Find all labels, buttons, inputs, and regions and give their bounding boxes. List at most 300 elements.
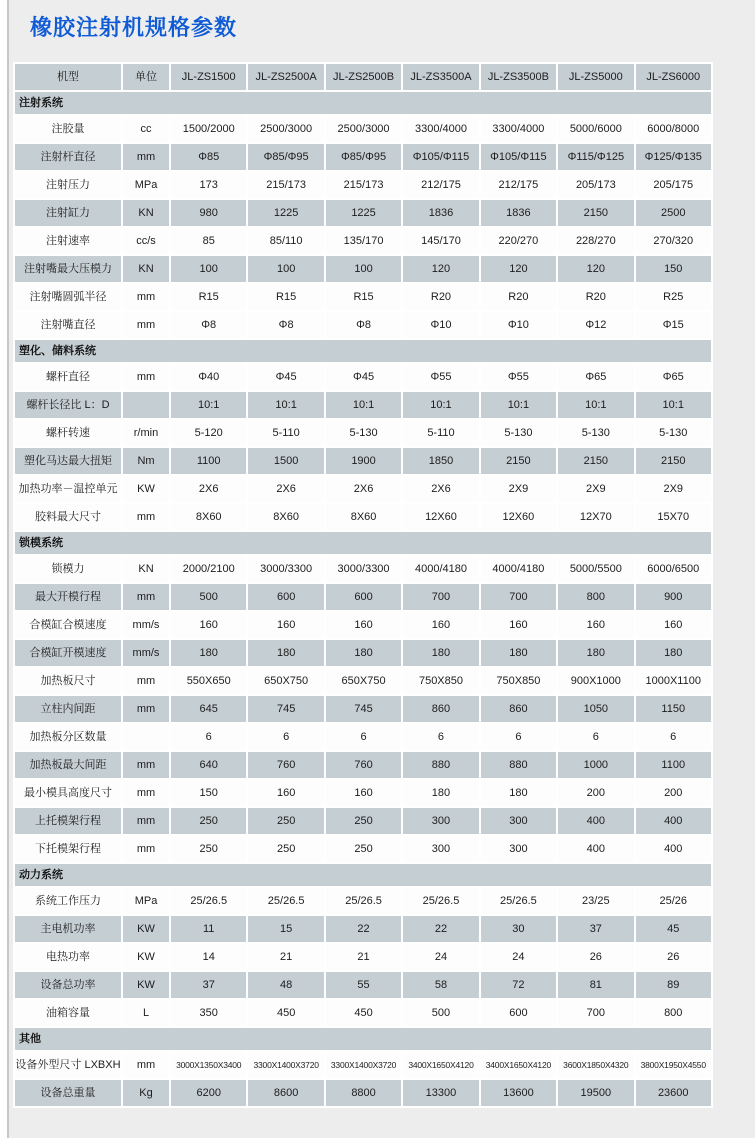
spec-value-cell: 120 (481, 256, 556, 282)
spec-value-cell: 6 (636, 724, 711, 750)
spec-value-cell: 25/26 (636, 888, 711, 914)
spec-value-cell: 160 (403, 612, 478, 638)
spec-value-cell: 400 (636, 836, 711, 862)
spec-value-cell: 212/175 (481, 172, 556, 198)
row-unit: Kg (123, 1080, 169, 1106)
spec-value-cell: 180 (558, 640, 633, 666)
spec-value-cell: 500 (171, 584, 246, 610)
spec-value-cell: 1225 (248, 200, 323, 226)
spec-value-cell: 25/26.5 (171, 888, 246, 914)
spec-value-cell: R25 (636, 284, 711, 310)
table-row (15, 780, 711, 806)
spec-value-cell: 10:1 (636, 392, 711, 418)
spec-value-cell: 100 (248, 256, 323, 282)
row-unit: KW (123, 476, 169, 502)
row-label: 最大开模行程 (15, 584, 121, 610)
model-column-header: JL-ZS5000 (558, 64, 633, 90)
spec-value-cell: 173 (171, 172, 246, 198)
spec-value-cell: R15 (171, 284, 246, 310)
spec-value-cell: 1100 (171, 448, 246, 474)
spec-value-cell: 21 (326, 944, 401, 970)
row-label: 设备总功率 (15, 972, 121, 998)
spec-value-cell: 2X6 (403, 476, 478, 502)
spec-value-cell: 180 (481, 640, 556, 666)
spec-value-cell: 1836 (403, 200, 478, 226)
row-unit: KW (123, 916, 169, 942)
spec-value-cell: Φ10 (403, 312, 478, 338)
table-row (15, 836, 711, 862)
spec-value-cell: 12X60 (481, 504, 556, 530)
spec-value-cell: 8X60 (248, 504, 323, 530)
row-unit (123, 392, 169, 418)
spec-value-cell: 750X850 (403, 668, 478, 694)
model-column-header: JL-ZS6000 (636, 64, 711, 90)
row-unit: r/min (123, 420, 169, 446)
spec-value-cell: R20 (481, 284, 556, 310)
spec-value-cell: 1836 (481, 200, 556, 226)
row-unit: L (123, 1000, 169, 1026)
spec-value-cell: 85/110 (248, 228, 323, 254)
spec-value-cell: 5000/6000 (558, 116, 633, 142)
spec-value-cell: 135/170 (326, 228, 401, 254)
spec-value-cell: 180 (171, 640, 246, 666)
spec-value-cell: 6000/8000 (636, 116, 711, 142)
spec-value-cell: 72 (481, 972, 556, 998)
spec-value-cell: 220/270 (481, 228, 556, 254)
spec-value-cell: Φ65 (558, 364, 633, 390)
spec-value-cell: 1000 (558, 752, 633, 778)
table-row (15, 392, 711, 418)
spec-value-cell: 8600 (248, 1080, 323, 1106)
spec-value-cell: 6 (403, 724, 478, 750)
row-label: 胶料最大尺寸 (15, 504, 121, 530)
table-row (15, 1052, 711, 1078)
spec-value-cell: Φ12 (558, 312, 633, 338)
table-row (15, 364, 711, 390)
row-label: 注射嘴最大压模力 (15, 256, 121, 282)
spec-value-cell: 25/26.5 (326, 888, 401, 914)
spec-value-cell: 180 (481, 780, 556, 806)
spec-value-cell: 1500/2000 (171, 116, 246, 142)
table-row (15, 476, 711, 502)
table-row (15, 256, 711, 282)
spec-value-cell: 400 (558, 808, 633, 834)
row-unit: mm (123, 780, 169, 806)
table-row (15, 612, 711, 638)
table-row (15, 972, 711, 998)
page (7, 0, 755, 1138)
row-label: 加热板分区数量 (15, 724, 121, 750)
spec-value-cell: 300 (403, 836, 478, 862)
spec-value-cell: 6 (326, 724, 401, 750)
spec-value-cell: Φ65 (636, 364, 711, 390)
spec-value-cell: 300 (481, 836, 556, 862)
row-label: 塑化马达最大扭矩 (15, 448, 121, 474)
spec-value-cell: 205/175 (636, 172, 711, 198)
table-row (15, 420, 711, 446)
spec-value-cell: 23600 (636, 1080, 711, 1106)
spec-value-cell: 85 (171, 228, 246, 254)
spec-value-cell: 10:1 (558, 392, 633, 418)
spec-value-cell: 880 (481, 752, 556, 778)
table-row (15, 172, 711, 198)
section-header: 注射系统 (15, 92, 711, 114)
spec-value-cell: 250 (248, 808, 323, 834)
spec-value-cell: 25/26.5 (248, 888, 323, 914)
spec-value-cell: 2500/3000 (248, 116, 323, 142)
spec-value-cell: 13600 (481, 1080, 556, 1106)
spec-value-cell: 19500 (558, 1080, 633, 1106)
spec-value-cell: 8X60 (326, 504, 401, 530)
spec-value-cell: Φ8 (248, 312, 323, 338)
spec-value-cell: 600 (481, 1000, 556, 1026)
spec-value-cell: 450 (326, 1000, 401, 1026)
spec-value-cell: 3400X1650X4120 (481, 1052, 556, 1078)
spec-value-cell: Φ8 (326, 312, 401, 338)
table-row (15, 200, 711, 226)
table-row (15, 144, 711, 170)
spec-value-cell: 5-110 (248, 420, 323, 446)
spec-value-cell: Φ55 (403, 364, 478, 390)
spec-value-cell: 180 (403, 640, 478, 666)
spec-value-cell: 860 (403, 696, 478, 722)
spec-value-cell: 2000/2100 (171, 556, 246, 582)
row-label: 注射杆直径 (15, 144, 121, 170)
spec-value-cell: 11 (171, 916, 246, 942)
spec-value-cell: 24 (403, 944, 478, 970)
spec-value-cell: 160 (171, 612, 246, 638)
row-label: 锁模力 (15, 556, 121, 582)
spec-value-cell: 600 (326, 584, 401, 610)
spec-value-cell: 760 (326, 752, 401, 778)
spec-value-cell: 800 (558, 584, 633, 610)
spec-value-cell: 2150 (636, 448, 711, 474)
spec-value-cell: 24 (481, 944, 556, 970)
spec-value-cell: Φ10 (481, 312, 556, 338)
spec-value-cell: 2150 (481, 448, 556, 474)
spec-value-cell: 250 (171, 808, 246, 834)
row-label: 主电机功率 (15, 916, 121, 942)
table-header-row (15, 64, 711, 90)
model-column-header: JL-ZS2500B (326, 64, 401, 90)
row-unit: mm (123, 1052, 169, 1078)
table-row (15, 228, 711, 254)
row-label: 螺杆直径 (15, 364, 121, 390)
spec-value-cell: 160 (558, 612, 633, 638)
spec-value-cell: 900X1000 (558, 668, 633, 694)
table-row (15, 584, 711, 610)
row-unit: mm (123, 584, 169, 610)
spec-value-cell: 250 (326, 808, 401, 834)
spec-value-cell: 8X60 (171, 504, 246, 530)
row-label: 机型 (15, 64, 121, 90)
spec-value-cell: Φ85/Φ95 (326, 144, 401, 170)
spec-value-cell: 1000X1100 (636, 668, 711, 694)
table-row (15, 888, 711, 914)
spec-value-cell: 160 (636, 612, 711, 638)
row-label: 注胶量 (15, 116, 121, 142)
spec-value-cell: 200 (636, 780, 711, 806)
spec-value-cell: 37 (171, 972, 246, 998)
row-label: 注射嘴圆弧半径 (15, 284, 121, 310)
spec-value-cell: 4000/4180 (481, 556, 556, 582)
spec-value-cell: 100 (171, 256, 246, 282)
spec-value-cell: 3300/4000 (481, 116, 556, 142)
model-column-header: JL-ZS3500B (481, 64, 556, 90)
row-unit: MPa (123, 888, 169, 914)
spec-value-cell: 5-130 (636, 420, 711, 446)
spec-value-cell: 650X750 (248, 668, 323, 694)
spec-value-cell: 2500/3000 (326, 116, 401, 142)
spec-value-cell: 600 (248, 584, 323, 610)
row-label: 合模缸合模速度 (15, 612, 121, 638)
spec-value-cell: 6 (558, 724, 633, 750)
spec-value-cell: 700 (558, 1000, 633, 1026)
table-row (15, 724, 711, 750)
row-unit: mm (123, 504, 169, 530)
spec-value-cell: 26 (558, 944, 633, 970)
spec-value-cell: 3000/3300 (248, 556, 323, 582)
spec-value-cell: 880 (403, 752, 478, 778)
spec-value-cell: 160 (326, 612, 401, 638)
spec-value-cell: 860 (481, 696, 556, 722)
spec-value-cell: 15X70 (636, 504, 711, 530)
table-row (15, 284, 711, 310)
spec-value-cell: Φ8 (171, 312, 246, 338)
table-row (15, 640, 711, 666)
spec-value-cell: 2150 (558, 448, 633, 474)
spec-value-cell: 30 (481, 916, 556, 942)
spec-value-cell: 81 (558, 972, 633, 998)
spec-value-cell: 250 (248, 836, 323, 862)
row-unit: KW (123, 972, 169, 998)
spec-value-cell: 2150 (558, 200, 633, 226)
spec-value-cell: 160 (248, 612, 323, 638)
spec-value-cell: R15 (326, 284, 401, 310)
spec-value-cell: 3300X1400X3720 (326, 1052, 401, 1078)
spec-value-cell: 180 (636, 640, 711, 666)
row-unit: mm (123, 144, 169, 170)
spec-value-cell: 2X6 (171, 476, 246, 502)
spec-value-cell: 12X70 (558, 504, 633, 530)
table-row (15, 556, 711, 582)
model-column-header: JL-ZS2500A (248, 64, 323, 90)
spec-value-cell: 10:1 (481, 392, 556, 418)
spec-value-cell: 10:1 (248, 392, 323, 418)
spec-value-cell: 2500 (636, 200, 711, 226)
spec-value-cell: 205/173 (558, 172, 633, 198)
spec-value-cell: Φ85 (171, 144, 246, 170)
row-label: 螺杆长径比 L：D (15, 392, 121, 418)
spec-value-cell: 89 (636, 972, 711, 998)
spec-value-cell: 48 (248, 972, 323, 998)
spec-value-cell: 55 (326, 972, 401, 998)
row-unit: cc/s (123, 228, 169, 254)
spec-value-cell: R15 (248, 284, 323, 310)
spec-value-cell: 180 (248, 640, 323, 666)
spec-value-cell: 900 (636, 584, 711, 610)
spec-value-cell: 120 (403, 256, 478, 282)
spec-value-cell: 3000X1350X3400 (171, 1052, 246, 1078)
section-header: 锁模系统 (15, 532, 711, 554)
spec-value-cell: 270/320 (636, 228, 711, 254)
row-label: 系统工作压力 (15, 888, 121, 914)
spec-value-cell: 100 (326, 256, 401, 282)
table-row (15, 312, 711, 338)
page-title: 橡胶注射机规格参数 (30, 15, 238, 40)
row-unit: 单位 (123, 64, 169, 90)
row-label: 加热板最大间距 (15, 752, 121, 778)
spec-value-cell: 700 (403, 584, 478, 610)
spec-value-cell: 45 (636, 916, 711, 942)
row-unit: KN (123, 256, 169, 282)
spec-value-cell: 1850 (403, 448, 478, 474)
row-label: 合模缸开模速度 (15, 640, 121, 666)
spec-value-cell: Φ45 (248, 364, 323, 390)
table-row (15, 808, 711, 834)
spec-value-cell: 4000/4180 (403, 556, 478, 582)
spec-value-cell: Φ105/Φ115 (481, 144, 556, 170)
model-column-header: JL-ZS3500A (403, 64, 478, 90)
spec-value-cell: 228/270 (558, 228, 633, 254)
spec-value-cell: 6000/6500 (636, 556, 711, 582)
spec-value-cell: 215/173 (326, 172, 401, 198)
spec-value-cell: 400 (558, 836, 633, 862)
table-row (15, 752, 711, 778)
spec-value-cell: 5000/5500 (558, 556, 633, 582)
spec-value-cell: 160 (481, 612, 556, 638)
row-label: 电热功率 (15, 944, 121, 970)
row-unit: mm (123, 808, 169, 834)
section-header: 塑化、储料系统 (15, 340, 711, 362)
table-row (15, 916, 711, 942)
row-unit: mm (123, 364, 169, 390)
table-row (15, 1080, 711, 1106)
table-row (15, 696, 711, 722)
spec-value-cell: 1225 (326, 200, 401, 226)
row-label: 立柱内间距 (15, 696, 121, 722)
row-unit: mm (123, 312, 169, 338)
row-unit: mm/s (123, 612, 169, 638)
spec-value-cell: 160 (326, 780, 401, 806)
spec-value-cell: 3000/3300 (326, 556, 401, 582)
spec-value-cell: 180 (403, 780, 478, 806)
row-label: 注射压力 (15, 172, 121, 198)
spec-value-cell: 6200 (171, 1080, 246, 1106)
spec-value-cell: 25/26.5 (481, 888, 556, 914)
row-label: 螺杆转速 (15, 420, 121, 446)
spec-value-cell: 2X9 (558, 476, 633, 502)
spec-value-cell: 500 (403, 1000, 478, 1026)
spec-value-cell: 800 (636, 1000, 711, 1026)
spec-value-cell: 745 (248, 696, 323, 722)
spec-value-cell: Φ45 (326, 364, 401, 390)
spec-value-cell: 2X6 (326, 476, 401, 502)
spec-value-cell: 450 (248, 1000, 323, 1026)
spec-value-cell: 21 (248, 944, 323, 970)
spec-value-cell: 1500 (248, 448, 323, 474)
spec-value-cell: 6 (248, 724, 323, 750)
spec-value-cell: 3300/4000 (403, 116, 478, 142)
spec-value-cell: 1150 (636, 696, 711, 722)
spec-value-cell: 8800 (326, 1080, 401, 1106)
row-unit: MPa (123, 172, 169, 198)
row-label: 加热板尺寸 (15, 668, 121, 694)
spec-value-cell: 2X6 (248, 476, 323, 502)
spec-value-cell: 250 (171, 836, 246, 862)
table-row (15, 504, 711, 530)
row-label: 加热功率－温控单元 (15, 476, 121, 502)
row-label: 上托模架行程 (15, 808, 121, 834)
spec-value-cell: 23/25 (558, 888, 633, 914)
spec-value-cell: 650X750 (326, 668, 401, 694)
row-label: 设备外型尺寸 LXBXH (15, 1052, 121, 1078)
spec-value-cell: Φ105/Φ115 (403, 144, 478, 170)
row-label: 注射嘴直径 (15, 312, 121, 338)
row-unit: KN (123, 200, 169, 226)
spec-value-cell: 215/173 (248, 172, 323, 198)
spec-value-cell: 250 (326, 836, 401, 862)
spec-value-cell: 640 (171, 752, 246, 778)
row-label: 下托模架行程 (15, 836, 121, 862)
spec-value-cell: 645 (171, 696, 246, 722)
spec-value-cell: 3400X1650X4120 (403, 1052, 478, 1078)
spec-value-cell: 120 (558, 256, 633, 282)
spec-value-cell: 10:1 (171, 392, 246, 418)
table-row (15, 116, 711, 142)
spec-value-cell: R20 (403, 284, 478, 310)
spec-value-cell: 212/175 (403, 172, 478, 198)
spec-value-cell: 3600X1850X4320 (558, 1052, 633, 1078)
spec-value-cell: 200 (558, 780, 633, 806)
spec-value-cell: 745 (326, 696, 401, 722)
table-row (15, 944, 711, 970)
spec-value-cell: 180 (326, 640, 401, 666)
spec-value-cell: 10:1 (403, 392, 478, 418)
spec-value-cell: 12X60 (403, 504, 478, 530)
row-unit: Nm (123, 448, 169, 474)
spec-value-cell: 550X650 (171, 668, 246, 694)
section-header: 其他 (15, 1028, 711, 1050)
spec-value-cell: 700 (481, 584, 556, 610)
model-column-header: JL-ZS1500 (171, 64, 246, 90)
spec-value-cell: 2X9 (636, 476, 711, 502)
spec-value-cell: 145/170 (403, 228, 478, 254)
spec-value-cell: 1100 (636, 752, 711, 778)
spec-value-cell: Φ125/Φ135 (636, 144, 711, 170)
row-unit: mm (123, 752, 169, 778)
spec-value-cell: 3800X1950X4550 (636, 1052, 711, 1078)
row-label: 油箱容量 (15, 1000, 121, 1026)
spec-value-cell: 22 (326, 916, 401, 942)
spec-value-cell: 3300X1400X3720 (248, 1052, 323, 1078)
spec-value-cell: 6 (481, 724, 556, 750)
spec-table (13, 62, 713, 1108)
spec-value-cell: 22 (403, 916, 478, 942)
row-unit: KN (123, 556, 169, 582)
spec-value-cell: 15 (248, 916, 323, 942)
row-label: 注射缸力 (15, 200, 121, 226)
spec-value-cell: 13300 (403, 1080, 478, 1106)
table-row (15, 448, 711, 474)
spec-value-cell: 2X9 (481, 476, 556, 502)
spec-value-cell: 10:1 (326, 392, 401, 418)
spec-value-cell: 37 (558, 916, 633, 942)
spec-value-cell: 25/26.5 (403, 888, 478, 914)
spec-value-cell: 150 (171, 780, 246, 806)
spec-value-cell: R20 (558, 284, 633, 310)
spec-value-cell: 5-130 (558, 420, 633, 446)
